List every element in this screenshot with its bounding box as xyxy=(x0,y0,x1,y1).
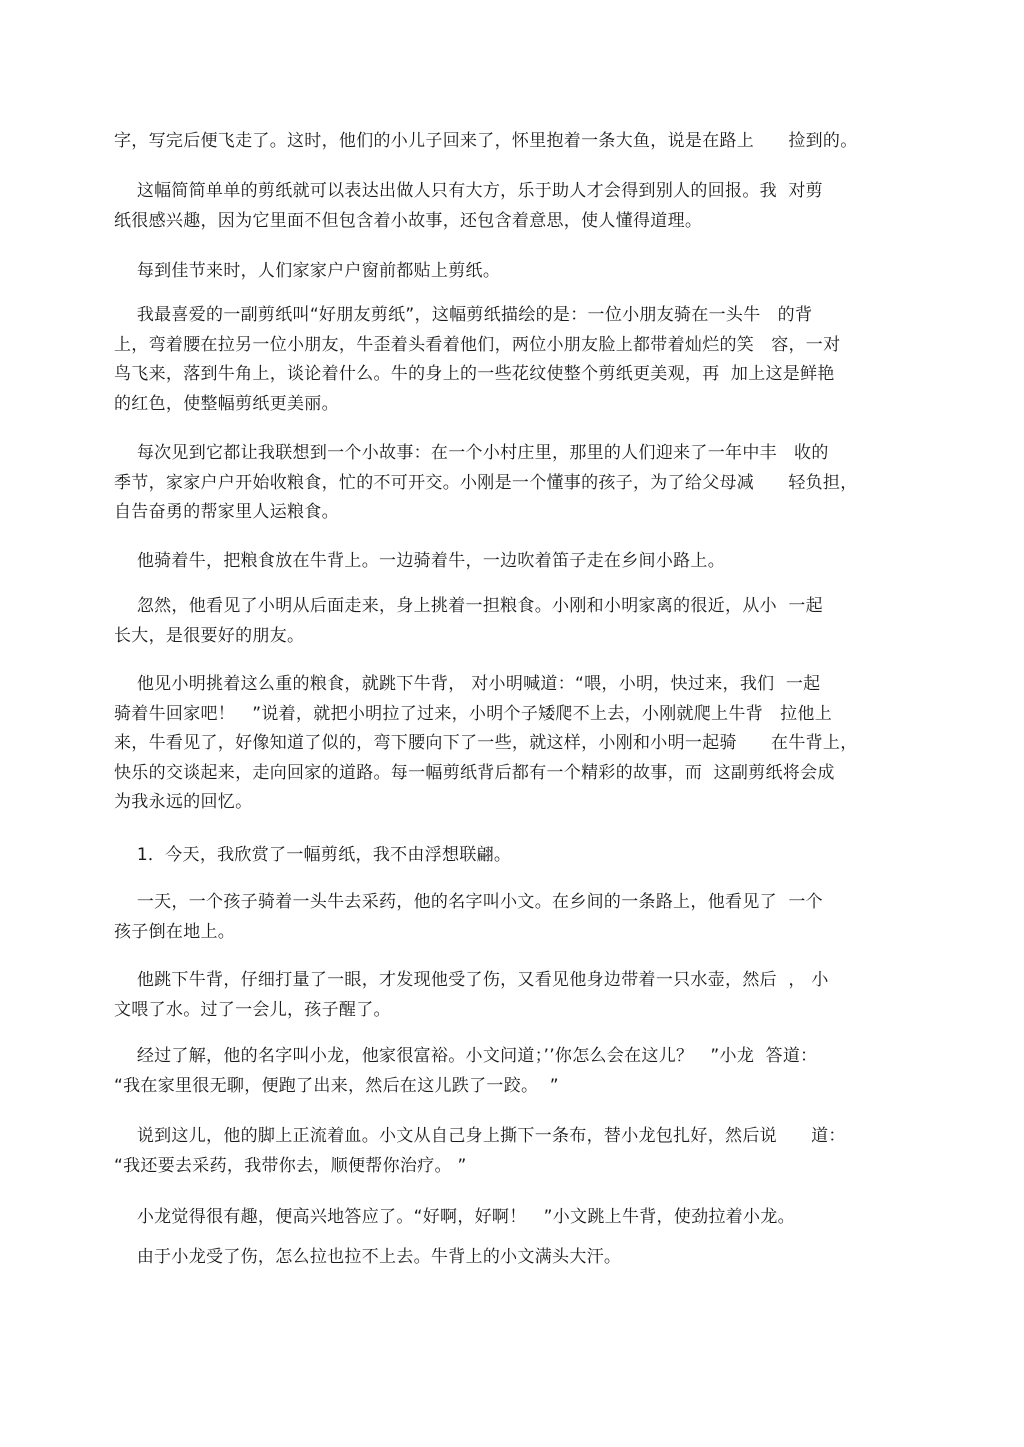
paragraph xyxy=(114,592,914,651)
paragraph xyxy=(114,1042,914,1101)
text-line: 说到这儿，他的脚上正流着血。小文从自己身上撕下一条布，替小龙包扎好，然后说 道： xyxy=(114,1126,846,1146)
text-line: 快乐的交谈起来，走向回家的道路。每一幅剪纸背后都有一个精彩的故事，而 这副剪纸将会成 xyxy=(114,762,835,783)
paragraph xyxy=(114,1243,914,1273)
text-line: 他跳下牛背，仔细打量了一眼，才发现他受了伤，又看见他身边带着一只水壶，然后 ， 小 xyxy=(114,970,829,990)
paragraph xyxy=(114,127,914,157)
text-line: 来，牛看见了，好像知道了似的，弯下腰向下了一些，就这样，小刚和小明一起骑 在牛背上， xyxy=(114,733,858,753)
text-line: 一天，一个孩子骑着一头牛去采药，他的名字叫小文。在乡间的一条路上，他看见了 一个 xyxy=(114,892,823,912)
text-line: 季节，家家户户开始收粮食，忙的不可开交。小刚是一个懂事的孩子，为了给父母减 轻负担， xyxy=(114,472,858,493)
text-line: 文喂了水。过了一会儿，孩子醒了。 xyxy=(114,999,391,1020)
text-line: 纸很感兴趣，因为它里面不但包含着小故事，还包含着意思，使人懂得道理。 xyxy=(114,210,703,231)
paragraph xyxy=(114,547,914,577)
paragraph xyxy=(114,257,914,287)
text-line: 忽然，他看见了小明从后面走来，身上挑着一担粮食。小刚和小明家离的很近，从小 一起 xyxy=(114,596,823,616)
paragraph xyxy=(114,301,914,419)
paragraph xyxy=(114,1203,914,1233)
text-line: 鸟飞来，落到牛角上，谈论着什么。牛的身上的一些花纹使整个剪纸更美观，再 加上这是鲜艳 xyxy=(114,364,835,384)
text-line: 为我永远的回忆。 xyxy=(114,792,253,812)
text-line: 孩子倒在地上。 xyxy=(114,921,236,942)
text-line: 上，弯着腰在拉另一位小朋友，牛歪着头看着他们，两位小朋友脸上都带着灿烂的笑 容，一对 xyxy=(114,334,841,355)
text-line: 他见小明挑着这么重的粮食，就跳下牛背， 对小明喊道：“喂，小明，快过来，我们 一起 xyxy=(114,674,821,694)
text-line: 长大，是很要好的朋友。 xyxy=(114,625,305,646)
paragraph xyxy=(114,888,914,947)
text-line: 这幅简简单单的剪纸就可以表达出做人只有大方，乐于助人才会得到别人的回报。我 对剪 xyxy=(114,181,823,201)
text-line: 字，写完后便飞走了。这时，他们的小儿子回来了，怀里抱着一条大鱼，说是在路上 捡到的。 xyxy=(114,131,858,151)
paragraph xyxy=(114,670,914,818)
paragraph xyxy=(114,841,914,871)
text-line: 自告奋勇的帮家里人运粮食。 xyxy=(114,502,339,522)
text-line: 他骑着牛，把粮食放在牛背上。一边骑着牛，一边吹着笛子走在乡间小路上。 xyxy=(114,551,726,571)
text-line: 每到佳节来时，人们家家户户窗前都贴上剪纸。 xyxy=(114,261,501,281)
text-line: 的红色，使整幅剪纸更美丽。 xyxy=(114,393,339,414)
text-line: 小龙觉得很有趣，便高兴地答应了。“好啊，好啊！ ”小文跳上牛背，使劲拉着小龙。 xyxy=(114,1207,795,1227)
paragraph xyxy=(114,1122,914,1181)
text-line: “我还要去采药，我带你去，顺便帮你治疗。 ” xyxy=(114,1155,467,1176)
paragraph xyxy=(114,966,914,1025)
paragraph xyxy=(114,177,914,236)
paragraph xyxy=(114,439,914,528)
text-line: 经过了解，他的名字叫小龙，他家很富裕。小文问道；’’你怎么会在这儿？ ”小龙 答道： xyxy=(114,1046,818,1066)
text-line: “我在家里很无聊，便跑了出来，然后在这儿跌了一跤。 ” xyxy=(114,1075,559,1096)
text-line: 骑着牛回家吧！ ”说着，就把小明拉了过来，小明个子矮爬不上去，小刚就爬上牛背 拉他上 xyxy=(114,703,833,724)
text-line: 1．今天，我欣赏了一幅剪纸，我不由浮想联翩。 xyxy=(114,845,512,865)
text-line: 每次见到它都让我联想到一个小故事：在一个小村庄里，那里的人们迎来了一年中丰 收的 xyxy=(114,443,829,463)
text-line: 我最喜爱的一副剪纸叫“好朋友剪纸”，这幅剪纸描绘的是：一位小朋友骑在一头牛 的背 xyxy=(114,305,813,325)
text-line: 由于小龙受了伤，怎么拉也拉不上去。牛背上的小文满头大汗。 xyxy=(114,1247,622,1267)
